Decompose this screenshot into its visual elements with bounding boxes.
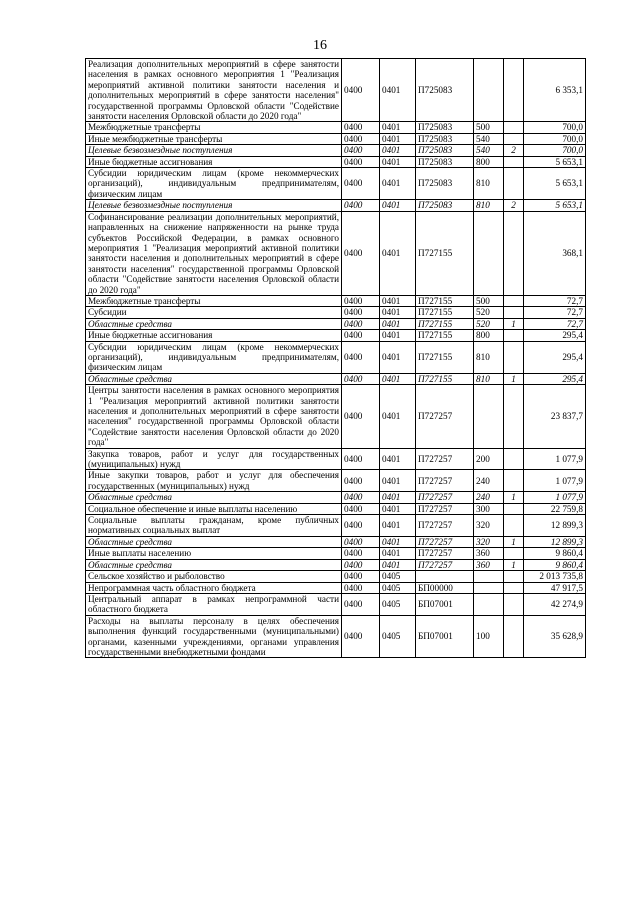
row-expense-type	[474, 582, 504, 593]
row-funding-source	[504, 615, 524, 658]
row-name: Областные средства	[86, 373, 342, 384]
row-subsection: 0401	[380, 318, 416, 329]
table-row	[86, 448, 586, 470]
row-name: Субсидии	[86, 307, 342, 318]
table-row	[86, 571, 586, 582]
row-amount: 12 899,3	[524, 515, 586, 537]
row-expense-type: 240	[474, 470, 504, 492]
row-funding-source	[504, 385, 524, 448]
row-subsection: 0401	[380, 295, 416, 306]
row-funding-source	[504, 307, 524, 318]
row-section: 0400	[342, 582, 380, 593]
row-name: Центральный аппарат в рамках непрограммной части областного бюджета	[86, 593, 342, 615]
table-row	[86, 133, 586, 144]
row-section: 0400	[342, 593, 380, 615]
table-row	[86, 593, 586, 615]
row-target-article: П725083	[416, 59, 474, 122]
table-row	[86, 330, 586, 341]
row-section: 0400	[342, 156, 380, 167]
row-funding-source: 2	[504, 200, 524, 211]
row-section: 0400	[342, 615, 380, 658]
row-target-article: П727155	[416, 330, 474, 341]
row-target-article: П725083	[416, 156, 474, 167]
row-target-article: П727257	[416, 385, 474, 448]
table-row	[86, 373, 586, 384]
row-subsection: 0401	[380, 536, 416, 547]
row-amount: 295,4	[524, 330, 586, 341]
row-section: 0400	[342, 341, 380, 373]
row-section: 0400	[342, 492, 380, 503]
row-expense-type: 540	[474, 133, 504, 144]
row-funding-source	[504, 593, 524, 615]
row-funding-source	[504, 341, 524, 373]
row-target-article: П727155	[416, 341, 474, 373]
table-row	[86, 145, 586, 156]
table-row	[86, 200, 586, 211]
table-row	[86, 168, 586, 200]
row-section: 0400	[342, 385, 380, 448]
row-funding-source	[504, 211, 524, 295]
row-subsection: 0401	[380, 559, 416, 570]
row-target-article: П727257	[416, 515, 474, 537]
row-amount: 2 013 735,8	[524, 571, 586, 582]
table-row	[86, 470, 586, 492]
row-expense-type: 800	[474, 156, 504, 167]
row-name: Иные бюджетные ассигнования	[86, 156, 342, 167]
row-section: 0400	[342, 559, 380, 570]
row-target-article: П727155	[416, 373, 474, 384]
row-expense-type	[474, 59, 504, 122]
row-name: Областные средства	[86, 318, 342, 329]
row-amount: 700,0	[524, 145, 586, 156]
row-subsection: 0401	[380, 470, 416, 492]
row-target-article: П725083	[416, 168, 474, 200]
row-name: Центры занятости населения в рамках основного мероприятия 1 "Реализация мероприятий активной политики занятости населения и дополнительных мероприятий в сфере занятости населения" государственной программы Орловской области "Содействие занятости населения Орловской области до 2020 года"	[86, 385, 342, 448]
row-funding-source: 1	[504, 536, 524, 547]
row-section: 0400	[342, 330, 380, 341]
row-subsection: 0401	[380, 145, 416, 156]
row-amount: 700,0	[524, 122, 586, 133]
table-row	[86, 318, 586, 329]
table-row	[86, 341, 586, 373]
table-row	[86, 536, 586, 547]
row-name: Иные межбюджетные трансферты	[86, 133, 342, 144]
row-section: 0400	[342, 571, 380, 582]
row-target-article: БП07001	[416, 593, 474, 615]
row-funding-source	[504, 156, 524, 167]
row-subsection: 0401	[380, 122, 416, 133]
row-funding-source	[504, 503, 524, 514]
row-funding-source	[504, 515, 524, 537]
row-subsection: 0401	[380, 59, 416, 122]
row-section: 0400	[342, 548, 380, 559]
row-expense-type: 320	[474, 536, 504, 547]
row-amount: 5 653,1	[524, 168, 586, 200]
row-subsection: 0401	[380, 385, 416, 448]
row-expense-type: 100	[474, 615, 504, 658]
row-funding-source: 1	[504, 559, 524, 570]
row-target-article: П727155	[416, 295, 474, 306]
budget-table	[85, 58, 586, 658]
table-row	[86, 559, 586, 570]
row-amount: 9 860,4	[524, 548, 586, 559]
row-amount: 700,0	[524, 133, 586, 144]
row-expense-type	[474, 571, 504, 582]
row-target-article: П727257	[416, 536, 474, 547]
row-funding-source	[504, 582, 524, 593]
row-expense-type: 810	[474, 373, 504, 384]
table-row	[86, 385, 586, 448]
table-row	[86, 295, 586, 306]
row-amount: 42 274,9	[524, 593, 586, 615]
row-name: Областные средства	[86, 536, 342, 547]
row-subsection: 0405	[380, 571, 416, 582]
table-row	[86, 307, 586, 318]
row-amount: 295,4	[524, 373, 586, 384]
row-subsection: 0401	[380, 168, 416, 200]
row-expense-type: 320	[474, 515, 504, 537]
row-expense-type: 300	[474, 503, 504, 514]
row-subsection: 0405	[380, 582, 416, 593]
row-section: 0400	[342, 318, 380, 329]
row-name: Софинансирование реализации дополнительных мероприятий, направленных на снижение напряженности на рынке труда субъектов Российской Федерации, в рамках основного мероприятия 1 "Реализация мероприятий активной политики занятости населения и дополнительных мероприятий в сфере занятости населения" государственной программы Орловской области "Содействие занятости населения Орловской области до 2020 года"	[86, 211, 342, 295]
row-expense-type: 810	[474, 341, 504, 373]
row-subsection: 0401	[380, 133, 416, 144]
row-amount: 72,7	[524, 307, 586, 318]
row-target-article: П725083	[416, 200, 474, 211]
row-expense-type: 360	[474, 559, 504, 570]
row-funding-source	[504, 133, 524, 144]
row-name: Иные бюджетные ассигнования	[86, 330, 342, 341]
row-name: Расходы на выплаты персоналу в целях обеспечения выполнения функций государственными (муниципальными) органами, казенными учреждениями, органами управления государственными внебюджетными фондами	[86, 615, 342, 658]
row-subsection: 0401	[380, 373, 416, 384]
row-subsection: 0401	[380, 448, 416, 470]
row-amount: 368,1	[524, 211, 586, 295]
row-name: Межбюджетные трансферты	[86, 295, 342, 306]
row-subsection: 0401	[380, 515, 416, 537]
row-expense-type: 360	[474, 548, 504, 559]
row-amount: 1 077,9	[524, 492, 586, 503]
row-expense-type: 810	[474, 200, 504, 211]
row-section: 0400	[342, 503, 380, 514]
row-target-article: П727257	[416, 470, 474, 492]
row-expense-type: 240	[474, 492, 504, 503]
row-name: Межбюджетные трансферты	[86, 122, 342, 133]
row-section: 0400	[342, 122, 380, 133]
row-expense-type: 800	[474, 330, 504, 341]
row-expense-type	[474, 385, 504, 448]
row-expense-type: 200	[474, 448, 504, 470]
row-section: 0400	[342, 211, 380, 295]
row-target-article	[416, 571, 474, 582]
row-name: Целевые безвозмездные поступления	[86, 145, 342, 156]
row-expense-type: 500	[474, 122, 504, 133]
table-body	[86, 59, 586, 658]
row-target-article: П727155	[416, 318, 474, 329]
row-amount: 72,7	[524, 295, 586, 306]
row-subsection: 0401	[380, 492, 416, 503]
row-section: 0400	[342, 307, 380, 318]
row-subsection: 0401	[380, 330, 416, 341]
row-funding-source: 1	[504, 492, 524, 503]
row-amount: 23 837,7	[524, 385, 586, 448]
row-subsection: 0405	[380, 615, 416, 658]
row-expense-type: 540	[474, 145, 504, 156]
row-amount: 22 759,8	[524, 503, 586, 514]
row-name: Непрограммная часть областного бюджета	[86, 582, 342, 593]
row-section: 0400	[342, 295, 380, 306]
row-amount: 12 899,3	[524, 536, 586, 547]
row-funding-source	[504, 571, 524, 582]
row-name: Реализация дополнительных мероприятий в сфере занятости населения в рамках основного мероприятия 1 "Реализация мероприятий активной политики занятости населения и дополнительных мероприятий в сфере занятости населения" государственной программы Орловской области "Содействие занятости населения Орловской области до 2020 года"	[86, 59, 342, 122]
row-subsection: 0401	[380, 341, 416, 373]
row-amount: 47 917,5	[524, 582, 586, 593]
row-section: 0400	[342, 470, 380, 492]
row-section: 0400	[342, 200, 380, 211]
row-target-article: П727155	[416, 307, 474, 318]
row-section: 0400	[342, 373, 380, 384]
page-number: 16	[313, 38, 327, 53]
row-funding-source: 2	[504, 145, 524, 156]
row-name: Областные средства	[86, 559, 342, 570]
row-amount: 9 860,4	[524, 559, 586, 570]
row-name: Областные средства	[86, 492, 342, 503]
row-expense-type: 520	[474, 318, 504, 329]
row-funding-source	[504, 470, 524, 492]
row-funding-source: 1	[504, 373, 524, 384]
row-name: Социальные выплаты гражданам, кроме публичных нормативных социальных выплат	[86, 515, 342, 537]
row-funding-source	[504, 168, 524, 200]
row-amount: 72,7	[524, 318, 586, 329]
row-funding-source: 1	[504, 318, 524, 329]
row-section: 0400	[342, 168, 380, 200]
row-amount: 1 077,9	[524, 448, 586, 470]
row-funding-source	[504, 59, 524, 122]
row-target-article: П725083	[416, 133, 474, 144]
row-name: Сельское хозяйство и рыболовство	[86, 571, 342, 582]
table-row	[86, 59, 586, 122]
row-funding-source	[504, 448, 524, 470]
row-target-article: П727155	[416, 211, 474, 295]
row-amount: 6 353,1	[524, 59, 586, 122]
row-target-article: П727257	[416, 503, 474, 514]
row-expense-type	[474, 211, 504, 295]
row-subsection: 0401	[380, 156, 416, 167]
row-amount: 35 628,9	[524, 615, 586, 658]
table-row	[86, 548, 586, 559]
row-section: 0400	[342, 448, 380, 470]
row-name: Закупка товаров, работ и услуг для государственных (муниципальных) нужд	[86, 448, 342, 470]
row-subsection: 0401	[380, 211, 416, 295]
row-target-article: П727257	[416, 492, 474, 503]
table-row	[86, 211, 586, 295]
table-row	[86, 615, 586, 658]
row-name: Целевые безвозмездные поступления	[86, 200, 342, 211]
row-amount: 5 653,1	[524, 156, 586, 167]
row-subsection: 0401	[380, 200, 416, 211]
row-funding-source	[504, 548, 524, 559]
row-name: Субсидии юридическим лицам (кроме некоммерческих организаций), индивидуальным предпринимателям, физическим лицам	[86, 168, 342, 200]
row-amount: 295,4	[524, 341, 586, 373]
row-target-article: П727257	[416, 559, 474, 570]
row-section: 0400	[342, 145, 380, 156]
table-row	[86, 582, 586, 593]
table-row	[86, 515, 586, 537]
row-expense-type	[474, 593, 504, 615]
row-subsection: 0401	[380, 307, 416, 318]
row-section: 0400	[342, 59, 380, 122]
table-row	[86, 156, 586, 167]
row-subsection: 0405	[380, 593, 416, 615]
row-name: Субсидии юридическим лицам (кроме некоммерческих организаций), индивидуальным предпринимателям, физическим лицам	[86, 341, 342, 373]
table-row	[86, 492, 586, 503]
row-amount: 5 653,1	[524, 200, 586, 211]
row-funding-source	[504, 330, 524, 341]
row-expense-type: 500	[474, 295, 504, 306]
row-expense-type: 520	[474, 307, 504, 318]
row-expense-type: 810	[474, 168, 504, 200]
row-subsection: 0401	[380, 548, 416, 559]
row-target-article: П727257	[416, 548, 474, 559]
row-target-article: П727257	[416, 448, 474, 470]
table-row	[86, 503, 586, 514]
row-name: Иные выплаты населению	[86, 548, 342, 559]
row-section: 0400	[342, 515, 380, 537]
row-name: Иные закупки товаров, работ и услуг для обеспечения государственных (муниципальных) нужд	[86, 470, 342, 492]
row-target-article: П725083	[416, 145, 474, 156]
row-section: 0400	[342, 133, 380, 144]
row-name: Социальное обеспечение и иные выплаты населению	[86, 503, 342, 514]
row-subsection: 0401	[380, 503, 416, 514]
row-target-article: П725083	[416, 122, 474, 133]
row-section: 0400	[342, 536, 380, 547]
row-target-article: БП07001	[416, 615, 474, 658]
table-row	[86, 122, 586, 133]
row-amount: 1 077,9	[524, 470, 586, 492]
row-funding-source	[504, 295, 524, 306]
row-funding-source	[504, 122, 524, 133]
row-target-article: БП00000	[416, 582, 474, 593]
